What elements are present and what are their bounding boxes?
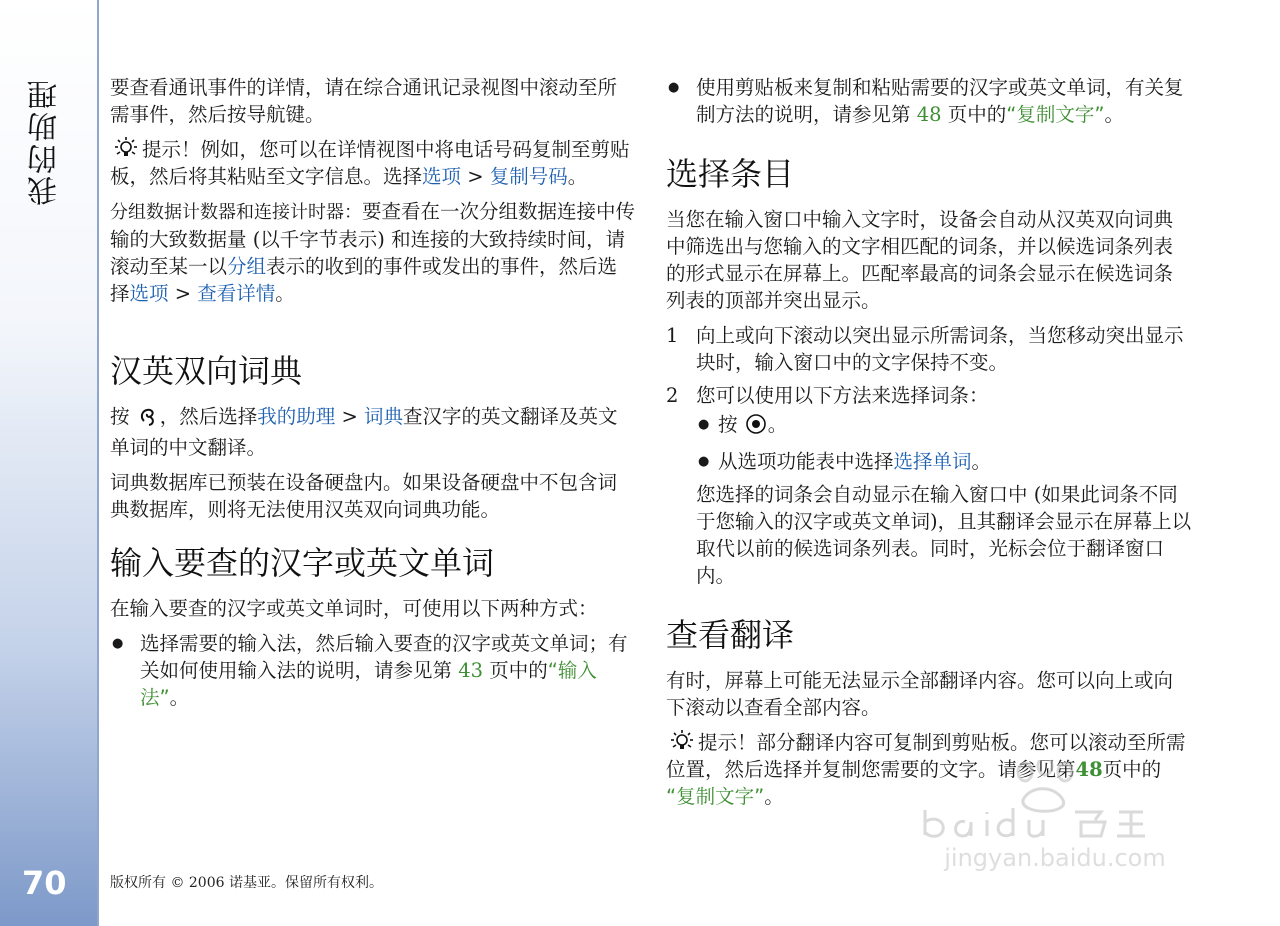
link-options-2[interactable]: 选项 bbox=[129, 282, 169, 305]
punct: 。 bbox=[767, 413, 788, 436]
ref-input-method[interactable]: “输入法” bbox=[140, 659, 597, 709]
paragraph-dictionary-db: 词典数据库已预装在设备硬盘内。如果设备硬盘中不包含词典数据库，则将无法使用汉英双向词典功能。 bbox=[110, 471, 618, 521]
svg-text:jingyan.baidu.com: jingyan.baidu.com bbox=[944, 844, 1166, 872]
select-methods-list bbox=[696, 411, 1192, 475]
input-method-list bbox=[110, 630, 636, 711]
press-text: 按 bbox=[718, 413, 738, 436]
lightbulb-icon bbox=[666, 730, 698, 752]
list-item bbox=[666, 74, 1192, 128]
tip-label: 提示！ bbox=[142, 138, 201, 161]
lightbulb-icon bbox=[110, 137, 142, 159]
punct: 。 bbox=[169, 686, 190, 709]
tip-copy-number bbox=[110, 136, 636, 190]
step-item bbox=[666, 322, 1192, 376]
paragraph-open-dictionary bbox=[110, 403, 636, 461]
paragraph-input-methods: 在输入要查的汉字或英文单词时，可使用以下两种方式： bbox=[110, 597, 598, 620]
bullet-text2: 页中的 bbox=[941, 103, 1007, 126]
navigation-key-icon bbox=[744, 413, 768, 442]
step-text: 您可以使用以下方法来选择词条： bbox=[696, 384, 989, 407]
press-text: 按 bbox=[110, 405, 130, 428]
menu-separator: > bbox=[168, 282, 198, 305]
link-packet[interactable]: 分组 bbox=[227, 255, 267, 278]
menu-key-icon bbox=[136, 405, 160, 434]
ref-copy-text-2[interactable]: “复制文字” bbox=[666, 785, 765, 808]
step-item bbox=[666, 382, 1192, 589]
heading-select-entry: 选择条目 bbox=[666, 155, 795, 193]
menu-separator: > bbox=[335, 405, 364, 428]
link-my-assistant[interactable]: 我的助理 bbox=[257, 405, 336, 428]
paragraph-select-entry: 当您在输入窗口中输入文字时，设备会自动从汉英双向词典中筛选出与您输入的文字相匹配的词条，并以候选词条列表的形式显示在屏幕上。匹配率最高的词条会显示在候选词条列表的顶部并突出显示。 bbox=[666, 208, 1174, 312]
dict-text2: 查汉字的英文翻译及英文单词的中文翻译。 bbox=[110, 405, 618, 459]
list-item bbox=[110, 630, 636, 711]
tip-text: 例如，您可以在详情视图中将电话号码复制至剪贴板，然后将其粘贴至文字信息。选择 bbox=[110, 138, 630, 188]
link-view-details[interactable]: 查看详情 bbox=[197, 282, 276, 305]
sidebar-divider bbox=[97, 0, 99, 926]
punct: 。 bbox=[275, 282, 295, 305]
bullet-text: 使用剪贴板来复制和粘贴需要的汉字或英文单词，有关复制方法的说明，请参见第 bbox=[696, 76, 1184, 126]
right-column bbox=[666, 74, 1192, 818]
heading-view-translation: 查看翻译 bbox=[666, 616, 795, 654]
packet-data-lead: 分组数据计数器和连接计时器： bbox=[110, 202, 362, 223]
paragraph-packet-data bbox=[110, 198, 636, 307]
menu-separator: > bbox=[461, 165, 490, 188]
clipboard-list bbox=[666, 74, 1192, 128]
steps-list bbox=[666, 322, 1192, 589]
select-text: 从选项功能表中选择 bbox=[718, 450, 894, 473]
punct: 。 bbox=[1104, 103, 1124, 126]
copyright-footer: 版权所有 © 2006 诺基亚。保留所有权利。 bbox=[110, 875, 383, 891]
paragraph-view-translation: 有时，屏幕上可能无法显示全部翻译内容。您可以向上或向下滚动以查看全部内容。 bbox=[666, 669, 1174, 719]
tip-text: 部分翻译内容可复制到剪贴板。您可以滚动至所需位置，然后选择并复制您需要的文字。请参见第 bbox=[666, 731, 1186, 781]
step-after-text: 您选择的词条会自动显示在输入窗口中 (如果此词条不同于您输入的汉字或英文单词)，且其翻译会显示在屏幕上以取代以前的候选词条列表。同时，光标会位于翻译窗口内。 bbox=[696, 483, 1192, 587]
page-ref: 43 bbox=[458, 659, 484, 682]
heading-dictionary: 汉英双向词典 bbox=[110, 352, 303, 390]
bullet-text: 选择需要的输入法，然后输入要查的汉字或英文单词；有关如何使用输入法的说明，请参见第 bbox=[140, 632, 628, 682]
link-select-word[interactable]: 选择单词 bbox=[893, 450, 972, 473]
ref-copy-text[interactable]: “复制文字” bbox=[1006, 103, 1105, 126]
page-ref: 48 bbox=[1075, 758, 1103, 781]
step-number: 2 bbox=[666, 384, 679, 407]
page-number: 70 bbox=[22, 864, 67, 902]
packet-data-text2: 表示的收到的事件或发出的事件，然后选择 bbox=[110, 255, 618, 305]
dict-text: ，然后选择 bbox=[159, 405, 258, 428]
left-column bbox=[110, 74, 636, 717]
punct: 。 bbox=[567, 165, 588, 188]
tip-label: 提示！ bbox=[698, 731, 757, 754]
link-copy-number[interactable]: 复制号码 bbox=[489, 165, 568, 188]
punct: 。 bbox=[764, 785, 784, 808]
packet-data-text: 要查看在一次分组数据连接中传输的大致数据量 (以千字节表示) 和连接的大致持续时间，请滚动至某一以 bbox=[110, 200, 636, 278]
chapter-title: 我的助理 bbox=[28, 78, 63, 206]
step-text: 向上或向下滚动以突出显示所需词条，当您移动突出显示块时，输入窗口中的文字保持不变。 bbox=[696, 324, 1184, 374]
list-item bbox=[696, 448, 1192, 475]
bullet-text2: 页中的 bbox=[483, 659, 548, 682]
punct: 。 bbox=[971, 450, 992, 473]
heading-input: 输入要查的汉字或英文单词 bbox=[110, 544, 495, 582]
link-options[interactable]: 选项 bbox=[422, 165, 462, 188]
tip-text2: 页中的 bbox=[1102, 758, 1162, 781]
link-dictionary[interactable]: 词典 bbox=[364, 405, 404, 428]
list-item bbox=[696, 411, 1192, 442]
page-ref: 48 bbox=[916, 103, 942, 126]
step-number: 1 bbox=[666, 324, 679, 347]
tip-copy-translation bbox=[666, 729, 1192, 810]
paragraph-log-details: 要查看通讯事件的详情，请在综合通讯记录视图中滚动至所需事件，然后按导航键。 bbox=[110, 76, 618, 126]
